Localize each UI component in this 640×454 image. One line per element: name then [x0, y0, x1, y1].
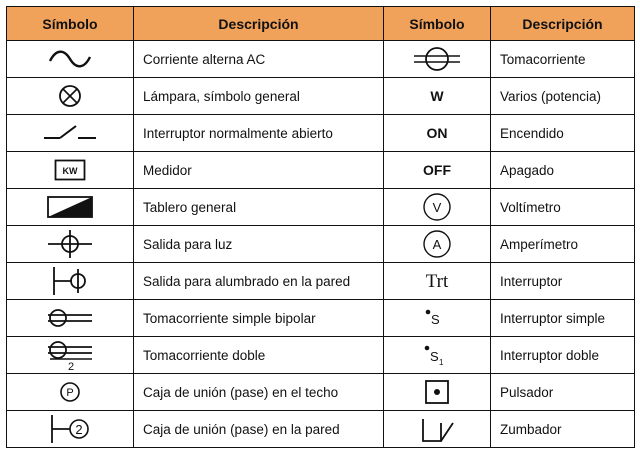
description-cell: Pulsador [491, 374, 635, 411]
description-cell: Varios (potencia) [491, 78, 635, 115]
ammeter-icon [422, 229, 452, 259]
lamp-icon [56, 82, 84, 110]
switch-script-icon [412, 268, 462, 294]
description-cell: Tomacorriente doble [134, 337, 384, 374]
double-outlet-icon [46, 340, 94, 373]
table-row [7, 300, 635, 337]
description-cell: Amperímetro [491, 226, 635, 263]
symbol-cell [7, 152, 134, 189]
wall-light-icon [48, 265, 92, 297]
table-row [7, 337, 635, 374]
symbol-cell [384, 263, 491, 300]
description-cell: Interruptor doble [491, 337, 635, 374]
buzzer-icon [417, 415, 457, 443]
double-switch-subscript: 1 [439, 358, 444, 367]
symbol-cell [384, 374, 491, 411]
double-switch-icon [420, 341, 454, 369]
table-row [7, 115, 635, 152]
description-cell: Corriente alterna AC [134, 41, 384, 78]
symbol-cell [7, 78, 134, 115]
symbol-cell [384, 226, 491, 263]
symbol-cell [7, 189, 134, 226]
pushbutton-icon [424, 379, 450, 405]
ammeter-label: A [432, 237, 442, 252]
symbol-cell [384, 411, 491, 448]
table-row [7, 189, 635, 226]
description-cell: Voltímetro [491, 189, 635, 226]
symbol-cell [7, 115, 134, 152]
table-row [7, 152, 635, 189]
description-cell: Caja de unión (pase) en el techo [134, 374, 384, 411]
meter-label: KW [62, 166, 78, 176]
description-cell: Caja de unión (pase) en la pared [134, 411, 384, 448]
description-cell: Encendido [491, 115, 635, 152]
meter-icon [54, 159, 86, 181]
simple-switch-icon [422, 305, 452, 331]
symbol-cell [7, 226, 134, 263]
symbol-cell [384, 337, 491, 374]
light-outlet-icon [46, 229, 94, 259]
description-cell: Apagado [491, 152, 635, 189]
symbol-cell [384, 115, 491, 152]
description-cell: Lámpara, símbolo general [134, 78, 384, 115]
header-description-right: Descripción [491, 7, 635, 41]
ceiling-junction-label: P [66, 387, 74, 399]
header-symbol-left: Símbolo [7, 7, 134, 41]
ac-wave-icon [48, 49, 92, 69]
header-description-left: Descripción [134, 7, 384, 41]
table-row [7, 78, 635, 115]
symbol-cell [384, 78, 491, 115]
table-row [7, 411, 635, 448]
symbol-cell [7, 41, 134, 78]
header-row [7, 7, 635, 41]
description-cell: Medidor [134, 152, 384, 189]
table-row [7, 374, 635, 411]
symbol-cell [7, 263, 134, 300]
description-cell: Tablero general [134, 189, 384, 226]
description-cell: Tomacorriente [491, 41, 635, 78]
symbol-cell [384, 152, 491, 189]
symbol-cell [384, 300, 491, 337]
wall-junction-box-icon [46, 413, 94, 445]
electrical-symbols-table [6, 6, 635, 448]
table-row [7, 263, 635, 300]
double-outlet-number: 2 [68, 361, 75, 373]
switch-script-label: Trt [425, 271, 449, 292]
description-cell: Interruptor simple [491, 300, 635, 337]
double-switch-label: S [430, 349, 439, 364]
symbol-cell [384, 41, 491, 78]
outlet-icon [412, 45, 462, 73]
header-symbol-right: Símbolo [384, 7, 491, 41]
description-cell: Interruptor [491, 263, 635, 300]
description-cell: Salida para luz [134, 226, 384, 263]
wall-junction-number: 2 [75, 422, 83, 437]
table-row [7, 226, 635, 263]
description-cell: Zumbador [491, 411, 635, 448]
symbol-cell [384, 189, 491, 226]
switch-open-icon [42, 123, 98, 143]
on-symbol: ON [426, 125, 448, 141]
off-symbol: OFF [423, 162, 451, 178]
ceiling-junction-box-icon [58, 380, 82, 404]
simple-switch-label: S [431, 312, 440, 327]
symbol-cell [7, 337, 134, 374]
symbol-cell [7, 374, 134, 411]
symbol-cell [7, 300, 134, 337]
voltmeter-icon [422, 192, 452, 222]
bipolar-outlet-icon [46, 306, 94, 330]
table-row [7, 41, 635, 78]
description-cell: Tomacorriente simple bipolar [134, 300, 384, 337]
description-cell: Interruptor normalmente abierto [134, 115, 384, 152]
voltmeter-label: V [432, 200, 442, 215]
power-symbol: W [430, 88, 444, 104]
symbol-cell [7, 411, 134, 448]
panel-icon [47, 196, 93, 218]
description-cell: Salida para alumbrado en la pared [134, 263, 384, 300]
